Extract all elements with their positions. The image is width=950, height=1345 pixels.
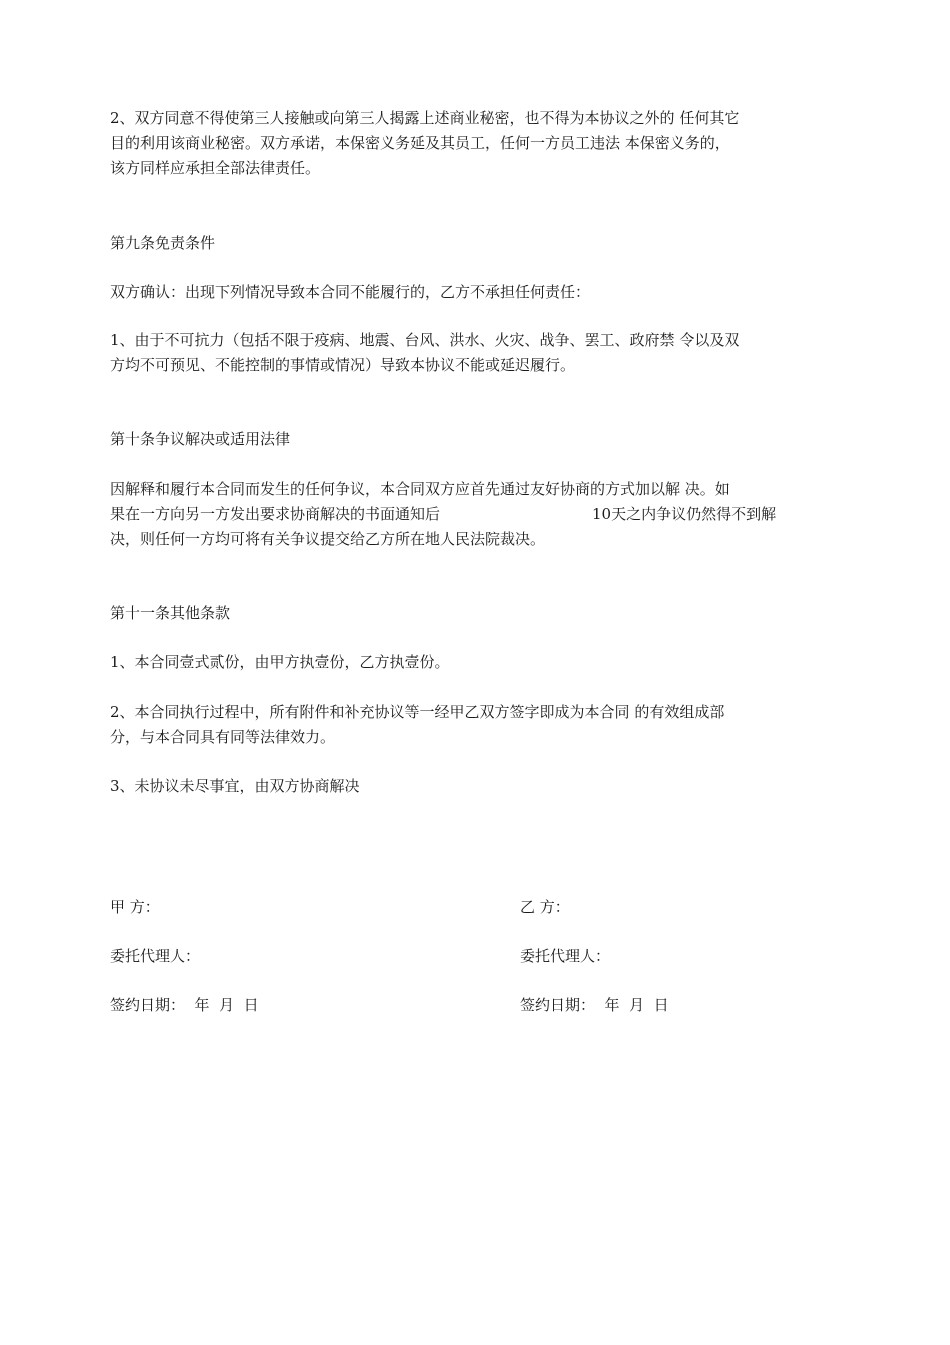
party-a-label: 甲 方： <box>110 898 160 916</box>
clause8-item2-line2: 目的利用该商业秘密。双方承诺，本保密义务延及其员工，任何一方员工违法 本保密义务的， <box>110 134 730 152</box>
clause10-line2a: 果在一方向另一方发出要求协商解决的书面通知后 <box>110 505 441 523</box>
party-b-agent-label: 委托代理人： <box>520 947 611 965</box>
clause11-item3: 3、未协议未尽事宜，由双方协商解决 <box>110 777 360 795</box>
clause11-item2-line1: 2、本合同执行过程中，所有附件和补充协议等一经甲乙双方签字即成为本合同 的有效组成部 <box>110 703 725 721</box>
party-a-date-label: 签约日期： 年 月 日 <box>110 996 259 1014</box>
clause11-item2-line2: 分，与本合同具有同等法律效力。 <box>110 728 336 746</box>
clause9-item1-line2: 方均不可预见、不能控制的事情或情况）导致本协议不能或延迟履行。 <box>110 356 576 374</box>
clause9-heading: 第九条免责条件 <box>110 234 216 252</box>
clause11-item1: 1、本合同壹式贰份，由甲方执壹份，乙方执壹份。 <box>110 653 450 671</box>
clause10-heading: 第十条争议解决或适用法律 <box>110 430 291 448</box>
clause8-item2-line1: 2、双方同意不得使第三人接触或向第三人揭露上述商业秘密，也不得为本协议之外的 任何其它 <box>110 109 740 127</box>
clause10-line1: 因解释和履行本合同而发生的任何争议，本合同双方应首先通过友好协商的方式加以解 决。如 <box>110 480 730 498</box>
clause9-intro: 双方确认：出现下列情况导致本合同不能履行的，乙方不承担任何责任： <box>110 283 591 301</box>
clause10-line3: 决，则任何一方均可将有关争议提交给乙方所在地人民法院裁决。 <box>110 530 546 548</box>
party-b-date-label: 签约日期： 年 月 日 <box>520 996 669 1014</box>
clause10-line2b: 10天之内争议仍然得不到解 <box>592 505 777 523</box>
party-a-agent-label: 委托代理人： <box>110 947 201 965</box>
clause9-item1-line1: 1、由于不可抗力（包括不限于疫病、地震、台风、洪水、火灾、战争、罢工、政府禁 令以及双 <box>110 331 740 349</box>
party-b-label: 乙 方： <box>520 898 570 916</box>
clause11-heading: 第十一条其他条款 <box>110 604 231 622</box>
clause8-item2-line3: 该方同样应承担全部法律责任。 <box>110 159 321 177</box>
